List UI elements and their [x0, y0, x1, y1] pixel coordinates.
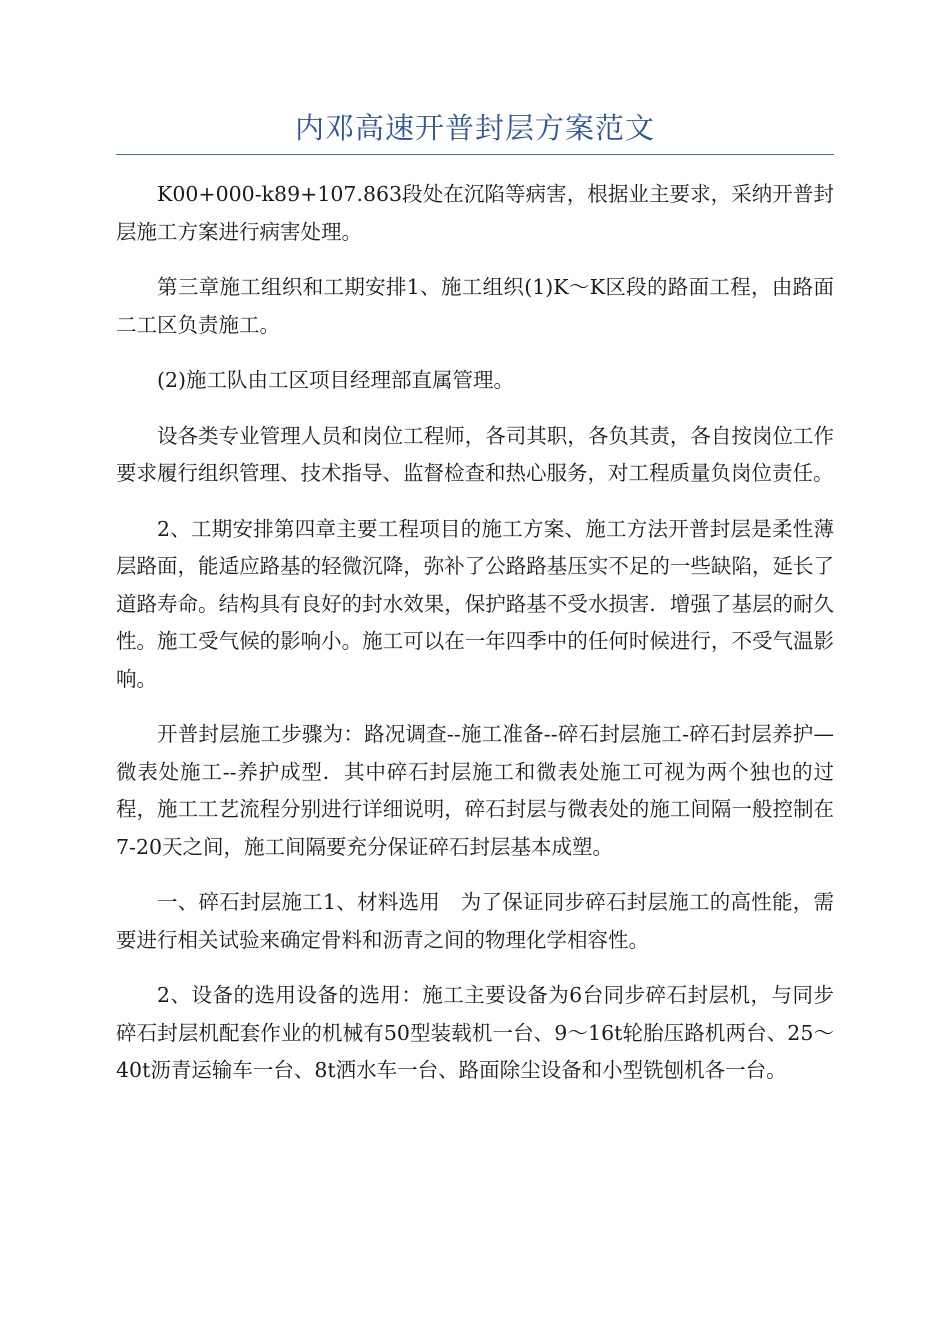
- document-body: [116, 176, 834, 1108]
- paragraph-6: 开普封层施工步骤为：路况调查--施工准备--碎石封层施工-碎石封层养护—微表处施工--养护成型．其中碎石封层施工和微表处施工可视为两个独也的过程，施工工艺流程分别进行详细说明，碎石封层与微表处的施工间隔一般控制在7-20天之间，施工间隔要充分保证碎石封层基本成塑。: [116, 722, 834, 859]
- title-underline: [116, 154, 834, 155]
- paragraph-2: 第三章施工组织和工期安排1、施工组织(1)K～K区段的路面工程，由路面二工区负责施工。: [116, 275, 834, 337]
- paragraph-8: 2、设备的选用设备的选用：施工主要设备为6台同步碎石封层机，与同步碎石封层机配套作业的机械有50型装载机一台、9～16t轮胎压路机两台、25～40t沥青运输车一台、8t洒水车一台、路面除尘设备和小型铣刨机各一台。: [116, 983, 834, 1082]
- paragraph-5: 2、工期安排第四章主要工程项目的施工方案、施工方法开普封层是柔性薄层路面，能适应路基的轻微沉降，弥补了公路路基压实不足的一些缺陷，延长了道路寿命。结构具有良好的封水效果，保护路基不受水损害．增强了基层的耐久性。施工受气候的影响小。施工可以在一年四季中的任何时候进行，不受气温影响。: [116, 516, 834, 691]
- paragraph-1: K00+000-k89+107.863段处在沉陷等病害，根据业主要求，采纳开普封层施工方案进行病害处理。: [116, 182, 834, 244]
- paragraph-3: (2)施工队由工区项目经理部直属管理。: [157, 368, 515, 392]
- paragraph-4: 设各类专业管理人员和岗位工程师，各司其职，各负其责，各自按岗位工作要求履行组织管理、技术指导、监督检查和热心服务，对工程质量负岗位责任。: [116, 423, 834, 485]
- paragraph-7: 一、碎石封层施工1、材料选用 为了保证同步碎石封层施工的高性能，需要进行相关试验来确定骨料和沥青之间的物理化学相容性。: [116, 890, 834, 952]
- document-title: 内邓高速开普封层方案范文: [294, 111, 655, 145]
